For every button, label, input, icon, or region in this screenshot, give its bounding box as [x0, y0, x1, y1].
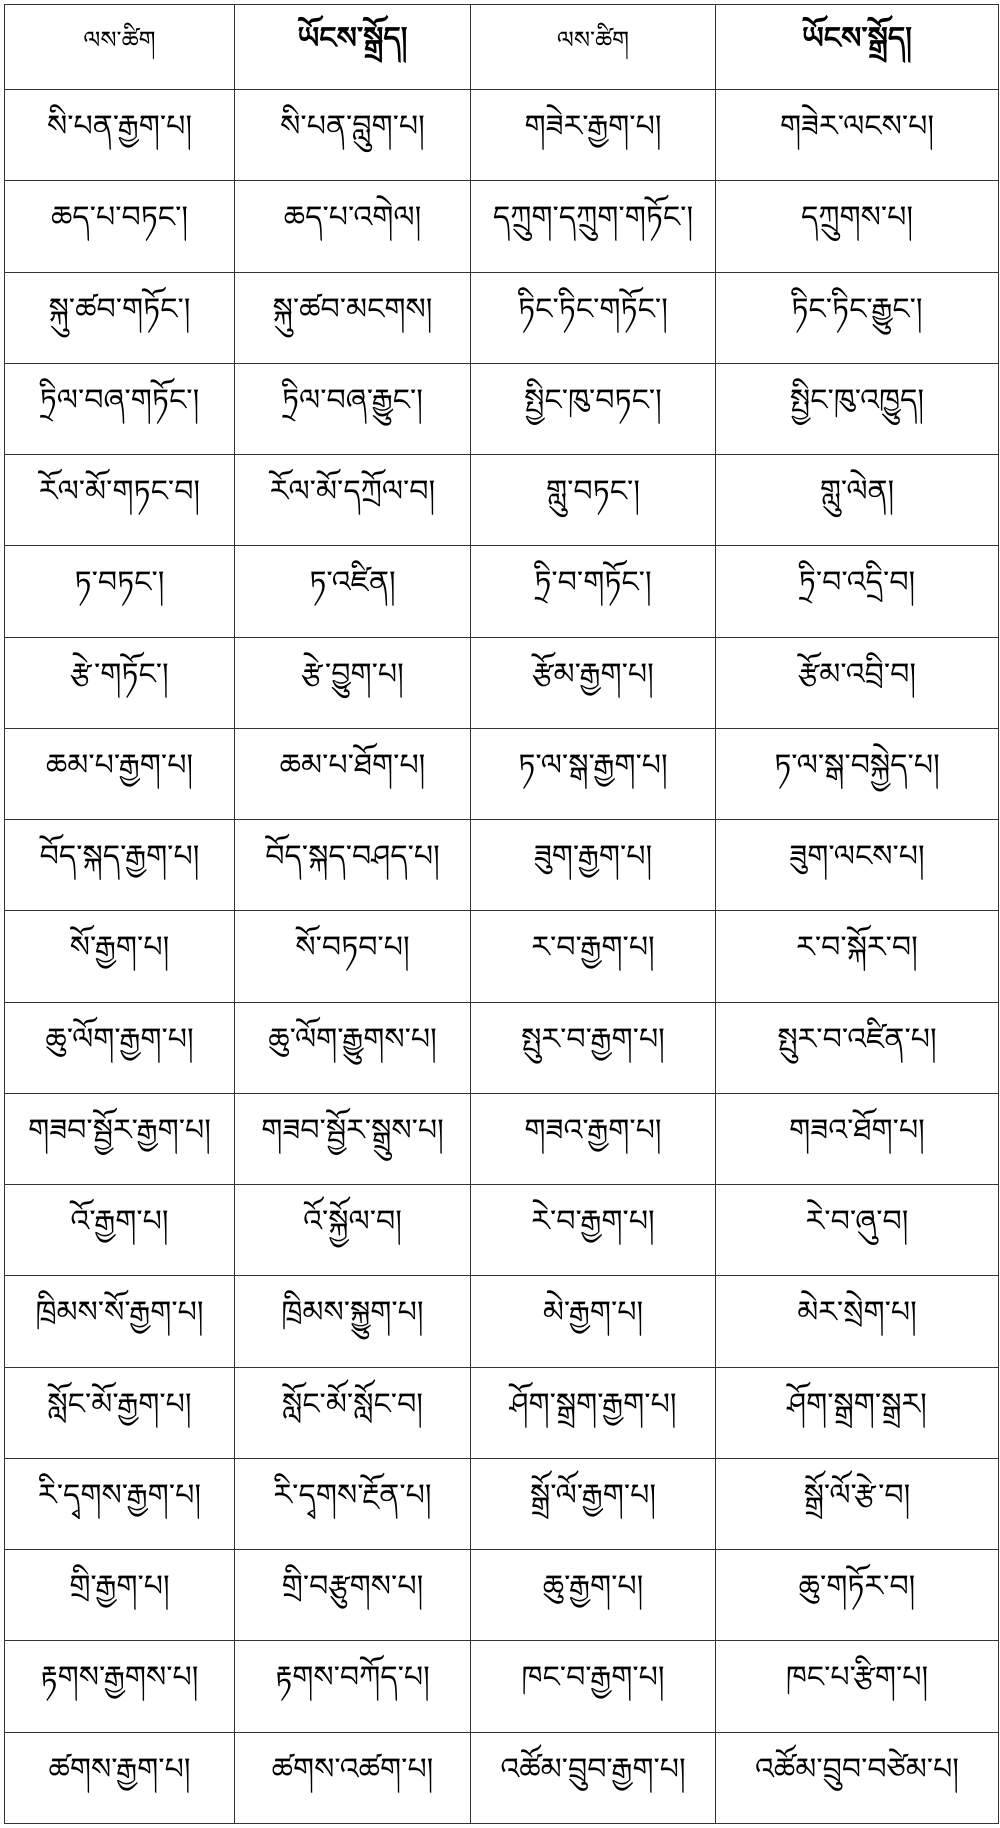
- table-row: [5, 1093, 999, 1184]
- cell-usage-1: ཏ་འཛིན།: [235, 546, 471, 637]
- cell-verb-2: ཟུག་རྒྱག་པ།: [471, 820, 716, 911]
- cell-verb-1: གཟབ་སྦྱོར་རྒྱག་པ།: [5, 1093, 235, 1184]
- cell-verb-2: སྤྱིང་ཁུ་བཏང་།: [471, 363, 716, 454]
- cell-verb-1: བོད་སྐད་རྒྱག་པ།: [5, 820, 235, 911]
- cell-usage-1: གྲི་བརྩུགས་པ།: [235, 1550, 471, 1641]
- cell-usage-2: འཚོམ་བྲུབ་བཙེམ་པ།: [716, 1732, 999, 1824]
- table-row: [5, 728, 999, 819]
- cell-usage-2: ཁང་པ་རྩིག་པ།: [716, 1641, 999, 1732]
- cell-usage-2: སྤུར་བ་འཛིན་པ།: [716, 1002, 999, 1093]
- table-row: [5, 637, 999, 728]
- cell-verb-2: འཚོམ་བྲུབ་རྒྱག་པ།: [471, 1732, 716, 1824]
- cell-verb-2: སྒྲོ་ལོ་རྒྱག་པ།: [471, 1458, 716, 1549]
- cell-usage-2: རེ་བ་ཞུ་བ།: [716, 1185, 999, 1276]
- cell-usage-1: འོ་སྐྱོལ་བ།: [235, 1185, 471, 1276]
- cell-verb-2: དཀྲུག་དཀྲུག་གཏོང་།: [471, 181, 716, 272]
- cell-verb-2: མེ་རྒྱག་པ།: [471, 1276, 716, 1367]
- cell-usage-2: ཆུ་གཏོར་བ།: [716, 1550, 999, 1641]
- cell-verb-1: འོ་རྒྱག་པ།: [5, 1185, 235, 1276]
- table-row: [5, 546, 999, 637]
- cell-verb-1: སྐུ་ཚབ་གཏོང་།: [5, 272, 235, 363]
- cell-verb-1: སི་པན་རྒྱག་པ།: [5, 90, 235, 181]
- cell-verb-2: ཏ་ལ་སྒ་རྒྱག་པ།: [471, 728, 716, 819]
- table-row: [5, 181, 999, 272]
- cell-verb-2: སྤུར་བ་རྒྱག་པ།: [471, 1002, 716, 1093]
- cell-verb-1: ཏྲིལ་བཞ་གཏོང་།: [5, 363, 235, 454]
- table-row: [5, 820, 999, 911]
- cell-verb-1: ཁྲིམས་སོ་རྒྱག་པ།: [5, 1276, 235, 1367]
- cell-usage-2: གཟའ་ཐོག་པ།: [716, 1093, 999, 1184]
- cell-usage-1: རྟགས་བཀོད་པ།: [235, 1641, 471, 1732]
- cell-usage-2: ཤོག་སྒྲག་སྒྲར།: [716, 1367, 999, 1458]
- cell-usage-1: རོལ་མོ་དཀྲོལ་བ།: [235, 455, 471, 546]
- cell-usage-1: རི་དྭགས་རྔོན་པ།: [235, 1458, 471, 1549]
- cell-usage-1: ཏྲིལ་བཞ་རྒྱུང་།: [235, 363, 471, 454]
- table-row: [5, 90, 999, 181]
- table-row: [5, 911, 999, 1002]
- cell-usage-1: གཟབ་སྦྱོར་སྒྲུས་པ།: [235, 1093, 471, 1184]
- cell-verb-2: རྩོམ་རྒྱག་པ།: [471, 637, 716, 728]
- cell-verb-1: ཆམ་པ་རྒྱག་པ།: [5, 728, 235, 819]
- cell-verb-2: ཆུ་རྒྱག་པ།: [471, 1550, 716, 1641]
- header-verb-1: ལས་ཚིག: [5, 5, 235, 90]
- cell-usage-1: བོད་སྐད་བཤད་པ།: [235, 820, 471, 911]
- table-row: [5, 1732, 999, 1824]
- table-row: [5, 363, 999, 454]
- cell-verb-1: ཏ་བཏང་།: [5, 546, 235, 637]
- cell-verb-2: ཤོག་སྒྲག་རྒྱག་པ།: [471, 1367, 716, 1458]
- cell-verb-2: ཁང་བ་རྒྱག་པ།: [471, 1641, 716, 1732]
- cell-verb-2: ར་བ་རྒྱག་པ།: [471, 911, 716, 1002]
- cell-usage-2: སྤྱིང་ཁུ་འཁྱུད།: [716, 363, 999, 454]
- header-usage-1: ཡོངས་སྒྲོད།: [235, 5, 471, 90]
- cell-verb-1: སོ་རྒྱག་པ།: [5, 911, 235, 1002]
- cell-usage-2: ཏྲི་བ་འདྲི་བ།: [716, 546, 999, 637]
- cell-usage-1: ཆད་པ་འགེལ།: [235, 181, 471, 272]
- cell-usage-1: ཆམ་པ་ཐོག་པ།: [235, 728, 471, 819]
- table-row: [5, 1641, 999, 1732]
- cell-usage-1: ཁྲིམས་སྐྱུག་པ།: [235, 1276, 471, 1367]
- cell-verb-2: ཏྲི་བ་གཏོང་།: [471, 546, 716, 637]
- cell-verb-2: གཟའ་རྒྱག་པ།: [471, 1093, 716, 1184]
- cell-usage-2: ར་བ་སྐོར་བ།: [716, 911, 999, 1002]
- table-row: [5, 1550, 999, 1641]
- cell-verb-1: ཚགས་རྒྱག་པ།: [5, 1732, 235, 1824]
- cell-usage-1: སོ་བཏབ་པ།: [235, 911, 471, 1002]
- cell-verb-1: རྟགས་རྒྱགས་པ།: [5, 1641, 235, 1732]
- cell-usage-2: ཏ་ལ་སྒ་བསྐྱེད་པ།: [716, 728, 999, 819]
- cell-usage-1: སློང་མོ་སློང་བ།: [235, 1367, 471, 1458]
- header-row: [5, 5, 999, 90]
- cell-verb-2: གླུ་བཏང་།: [471, 455, 716, 546]
- cell-usage-2: ཏིང་ཏིང་རྒྱུང་།: [716, 272, 999, 363]
- cell-usage-1: ཆུ་ལོག་རྒྱུགས་པ།: [235, 1002, 471, 1093]
- cell-usage-1: རྩེ་བྱུག་པ།: [235, 637, 471, 728]
- cell-verb-1: རི་དྭགས་རྒྱག་པ།: [5, 1458, 235, 1549]
- table-row: [5, 1185, 999, 1276]
- table-row: [5, 1276, 999, 1367]
- header-usage-2: ཡོངས་སྒྲོད།: [716, 5, 999, 90]
- table-row: [5, 1458, 999, 1549]
- cell-verb-1: སློང་མོ་རྒྱག་པ།: [5, 1367, 235, 1458]
- cell-usage-2: དཀྲུགས་པ།: [716, 181, 999, 272]
- cell-verb-2: གཟེར་རྒྱག་པ།: [471, 90, 716, 181]
- cell-usage-2: གཟེར་ལངས་པ།: [716, 90, 999, 181]
- cell-verb-1: ཆད་པ་བཏང་།: [5, 181, 235, 272]
- header-verb-2: ལས་ཚིག: [471, 5, 716, 90]
- cell-usage-2: རྩོམ་འབྲི་བ།: [716, 637, 999, 728]
- cell-usage-2: མེར་སྲེག་པ།: [716, 1276, 999, 1367]
- cell-verb-1: གྲི་རྒྱག་པ།: [5, 1550, 235, 1641]
- cell-verb-2: རེ་བ་རྒྱག་པ།: [471, 1185, 716, 1276]
- table-row: [5, 1367, 999, 1458]
- verb-table: [4, 4, 999, 1824]
- cell-usage-2: ཟུག་ལངས་པ།: [716, 820, 999, 911]
- cell-usage-2: སྒྲོ་ལོ་རྩེ་བ།: [716, 1458, 999, 1549]
- table-row: [5, 1002, 999, 1093]
- cell-usage-1: སྐུ་ཚབ་མངགས།: [235, 272, 471, 363]
- cell-verb-1: རོལ་མོ་གཏང་བ།: [5, 455, 235, 546]
- table-row: [5, 455, 999, 546]
- cell-usage-1: ཚགས་འཚག་པ།: [235, 1732, 471, 1824]
- cell-usage-2: གླུ་ལེན།: [716, 455, 999, 546]
- cell-usage-1: སི་པན་བླུག་པ།: [235, 90, 471, 181]
- cell-verb-1: རྩེ་གཏོང་།: [5, 637, 235, 728]
- table-row: [5, 272, 999, 363]
- cell-verb-2: ཏིང་ཏིང་གཏོང་།: [471, 272, 716, 363]
- cell-verb-1: ཆུ་ལོག་རྒྱག་པ།: [5, 1002, 235, 1093]
